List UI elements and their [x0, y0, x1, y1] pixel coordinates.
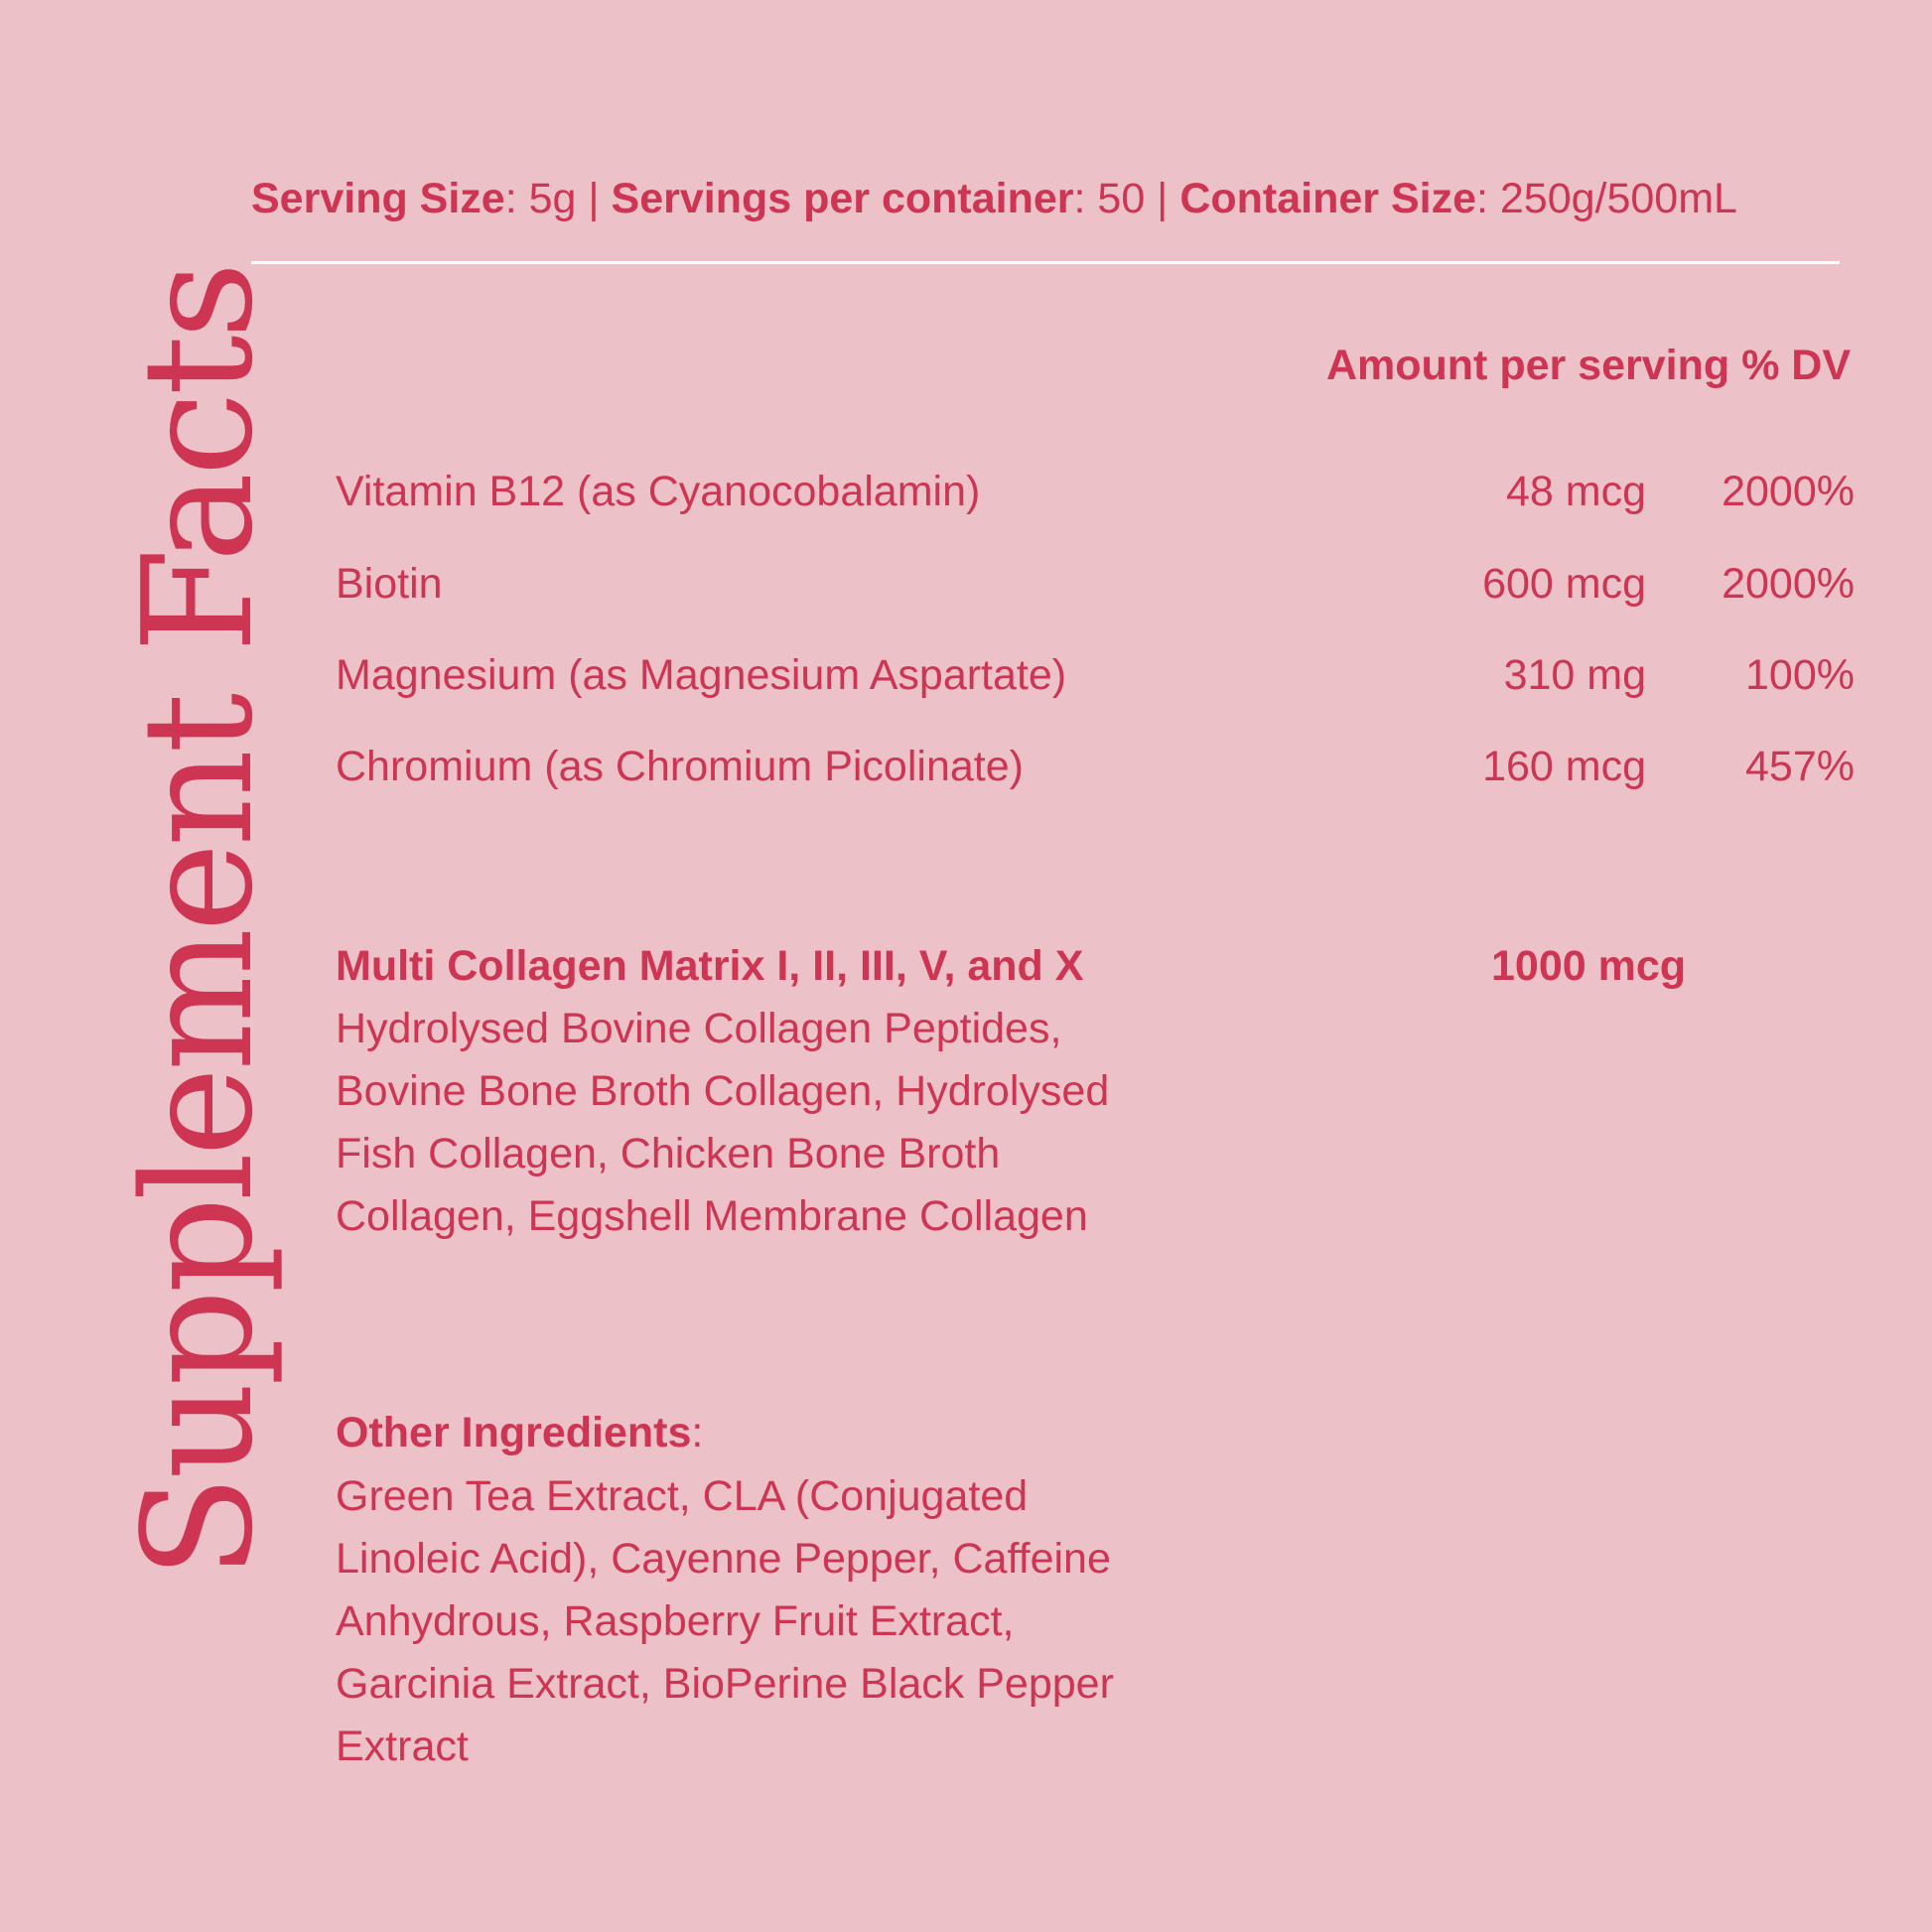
- column-header: Amount per serving % DV: [1325, 342, 1851, 389]
- nutrient-amount: 48 mcg: [1505, 468, 1646, 515]
- blend-description: Hydrolysed Bovine Collagen Peptides, Bovine Bone Broth Collagen, Hydrolysed Fish Collagen, Chicken Bone Broth Collagen, Eggshell Membrane Collagen: [336, 1005, 1110, 1240]
- other-ingredients-list: Green Tea Extract, CLA (Conjugated Linoleic Acid), Cayenne Pepper, Caffeine Anhydrous, Raspberry Fruit Extract, Garcinia Extract, BioPerine Black Pepper Extract: [336, 1472, 1114, 1770]
- nutrient-amount: 310 mg: [1503, 651, 1646, 699]
- nutrient-row: [336, 554, 1855, 614]
- serving-size-value: : 5g |: [504, 175, 612, 222]
- servings-per-container-label: Servings per container: [611, 175, 1074, 222]
- other-ingredients-label: Other Ingredients: [336, 1409, 692, 1456]
- blend-title: Multi Collagen Matrix I, II, III, V, and X: [336, 942, 1084, 990]
- other-ingredients-heading: [336, 1403, 703, 1462]
- container-size-value: : 250g/500mL: [1475, 175, 1737, 222]
- page-title: Supplement Facts: [110, 265, 286, 1579]
- nutrient-amount: 160 mcg: [1482, 743, 1646, 790]
- servings-per-container-value: : 50 |: [1073, 175, 1180, 222]
- nutrient-name: Magnesium (as Magnesium Aspartate): [336, 651, 1067, 699]
- nutrient-row: [336, 462, 1855, 521]
- nutrient-amount: 600 mcg: [1482, 560, 1646, 608]
- blend-amount: 1000 mcg: [1491, 942, 1687, 990]
- nutrient-row: [336, 645, 1855, 705]
- other-ingredients-colon: :: [691, 1409, 704, 1456]
- nutrient-name: Vitamin B12 (as Cyanocobalamin): [336, 468, 981, 515]
- serving-info: [251, 171, 1860, 226]
- nutrient-name: Biotin: [336, 560, 443, 608]
- nutrient-row: [336, 737, 1855, 796]
- header-divider: [251, 261, 1840, 264]
- nutrient-name: Chromium (as Chromium Picolinate): [336, 743, 1024, 790]
- container-size-label: Container Size: [1179, 175, 1476, 222]
- vertical-title: [109, 265, 288, 1579]
- nutrient-dv: 100%: [1745, 651, 1855, 699]
- nutrient-dv: 2000%: [1722, 560, 1855, 608]
- nutrient-dv: 2000%: [1722, 468, 1855, 515]
- nutrient-dv: 457%: [1745, 743, 1855, 790]
- serving-size-label: Serving Size: [251, 175, 505, 222]
